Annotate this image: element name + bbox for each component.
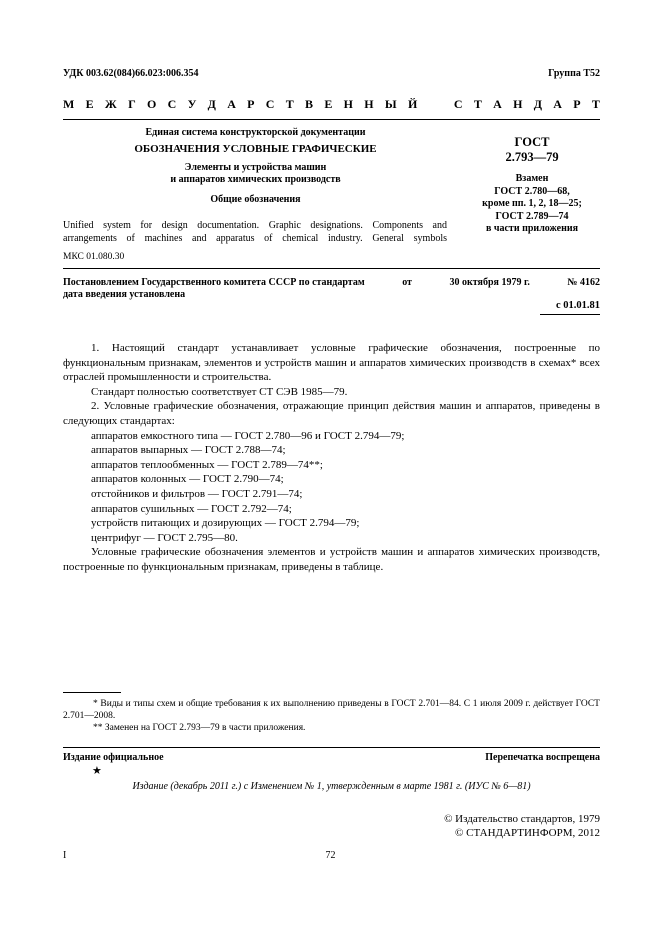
gost-label: ГОСТ	[514, 135, 550, 149]
paragraph-2: Стандарт полностью соответствует СТ СЭВ 1985—79.	[91, 385, 348, 398]
footer-rule	[63, 747, 600, 748]
english-title-line2: arrangements of machines and apparatus of chemical industry. General symbols	[63, 232, 447, 244]
english-title	[63, 220, 447, 245]
copyright	[444, 812, 600, 840]
document-title: ОБОЗНАЧЕНИЯ УСЛОВНЫЕ ГРАФИЧЕСКИЕ	[134, 143, 377, 155]
replace-line: ГОСТ 2.789—74	[495, 210, 569, 222]
paragraph-4: Условные графические обозначения элементов и устройств машин и аппаратов химических производств, построенные по функциональным признакам, приведены в таблице.	[63, 546, 600, 573]
official-edition: Издание официальное	[63, 752, 164, 763]
effective-date: с 01.01.81	[555, 300, 600, 311]
list-item: аппаратов емкостного типа — ГОСТ 2.780—96 и ГОСТ 2.794—79;	[91, 429, 405, 442]
title-block	[63, 127, 448, 205]
replacement-info	[462, 173, 602, 236]
title-rule	[63, 268, 600, 269]
effective-rule	[540, 314, 600, 315]
list-item: аппаратов сушильных — ГОСТ 2.792—74;	[91, 502, 292, 515]
list-item: аппаратов выпарных — ГОСТ 2.788—74;	[91, 444, 286, 457]
footnote-rule	[63, 692, 121, 693]
replace-line: кроме пп. 1, 2, 18—25;	[482, 198, 582, 209]
decree-from: от	[402, 277, 412, 288]
list-item: устройств питающих и дозирующих — ГОСТ 2.794—79;	[91, 517, 360, 530]
copyright-line: © Издательство стандартов, 1979	[444, 813, 600, 825]
group-code: Группа Т52	[548, 68, 600, 79]
paragraph-3: 2. Условные графические обозначения, отражающие принцип действия машин и аппаратов, приведены в следующих стандартах:	[63, 400, 600, 427]
body-text	[63, 341, 600, 575]
decree-block	[63, 277, 600, 301]
footnote-1: * Виды и типы схем и общие требования к их выполнению приведены в ГОСТ 2.701—84. С 1 июля 2009 г. действует ГОСТ 2.701—2008.	[63, 699, 600, 721]
replace-line: ГОСТ 2.780—68,	[494, 185, 570, 197]
copyright-line: © СТАНДАРТИНФОРМ, 2012	[455, 827, 600, 839]
list-item: центрифуг — ГОСТ 2.795—80.	[91, 531, 238, 544]
general-designations: Общие обозначения	[210, 194, 301, 205]
replace-line: в части приложения	[485, 223, 579, 234]
system-name: Единая система конструкторской документации	[145, 127, 366, 138]
list-item: аппаратов теплообменных — ГОСТ 2.789—74**;	[91, 458, 323, 471]
footnote-2: ** Заменен на ГОСТ 2.793—79 в части приложения.	[93, 723, 306, 733]
gost-number: 2.793—79	[505, 150, 559, 164]
reprint-prohibited: Перепечатка воспрещена	[485, 752, 600, 763]
udk-code: УДК 003.62(084)66.023:006.354	[63, 68, 199, 79]
star-icon: ★	[92, 765, 102, 777]
effective-date-label: дата введения установлена	[63, 289, 186, 300]
page-number: 72	[325, 850, 336, 861]
gost-block	[462, 135, 602, 236]
subtitle-line1: Элементы и устройства машин	[184, 162, 327, 173]
replace-line: Взамен	[515, 173, 549, 184]
list-item: аппаратов колонных — ГОСТ 2.790—74;	[91, 473, 284, 486]
roman-page: I	[63, 850, 67, 861]
decree-text: Постановлением Государственного комитета СССР по стандартам	[63, 277, 365, 288]
footnotes	[63, 698, 600, 734]
list-item: отстойников и фильтров — ГОСТ 2.791—74;	[91, 487, 303, 500]
header-rule	[63, 119, 600, 120]
english-title-line1: Unified system for design documentation. Graphic designations. Components and	[63, 220, 447, 231]
standard-banner: М Е Ж Г О С У Д А Р С Т В Е Н Н Ы Й С Т А Н Д А Р Т	[63, 97, 600, 111]
decree-date: 30 октября 1979 г.	[449, 277, 530, 288]
decree-number: № 4162	[567, 277, 600, 288]
edition-note: Издание (декабрь 2011 г.) с Изменением № 1, утвержденным в марте 1981 г. (ИУС № 6—81)	[132, 781, 531, 792]
subtitle-line2: и аппаратов химических производств	[170, 174, 341, 185]
paragraph-1: 1. Настоящий стандарт устанавливает условные графические обозначения, построенные по функциональным признакам, элементов и устройств машин и аппаратов химических производств в схемах* всех отраслей промышленности и строительства.	[63, 342, 600, 384]
mks-code: МКС 01.080.30	[63, 252, 125, 262]
